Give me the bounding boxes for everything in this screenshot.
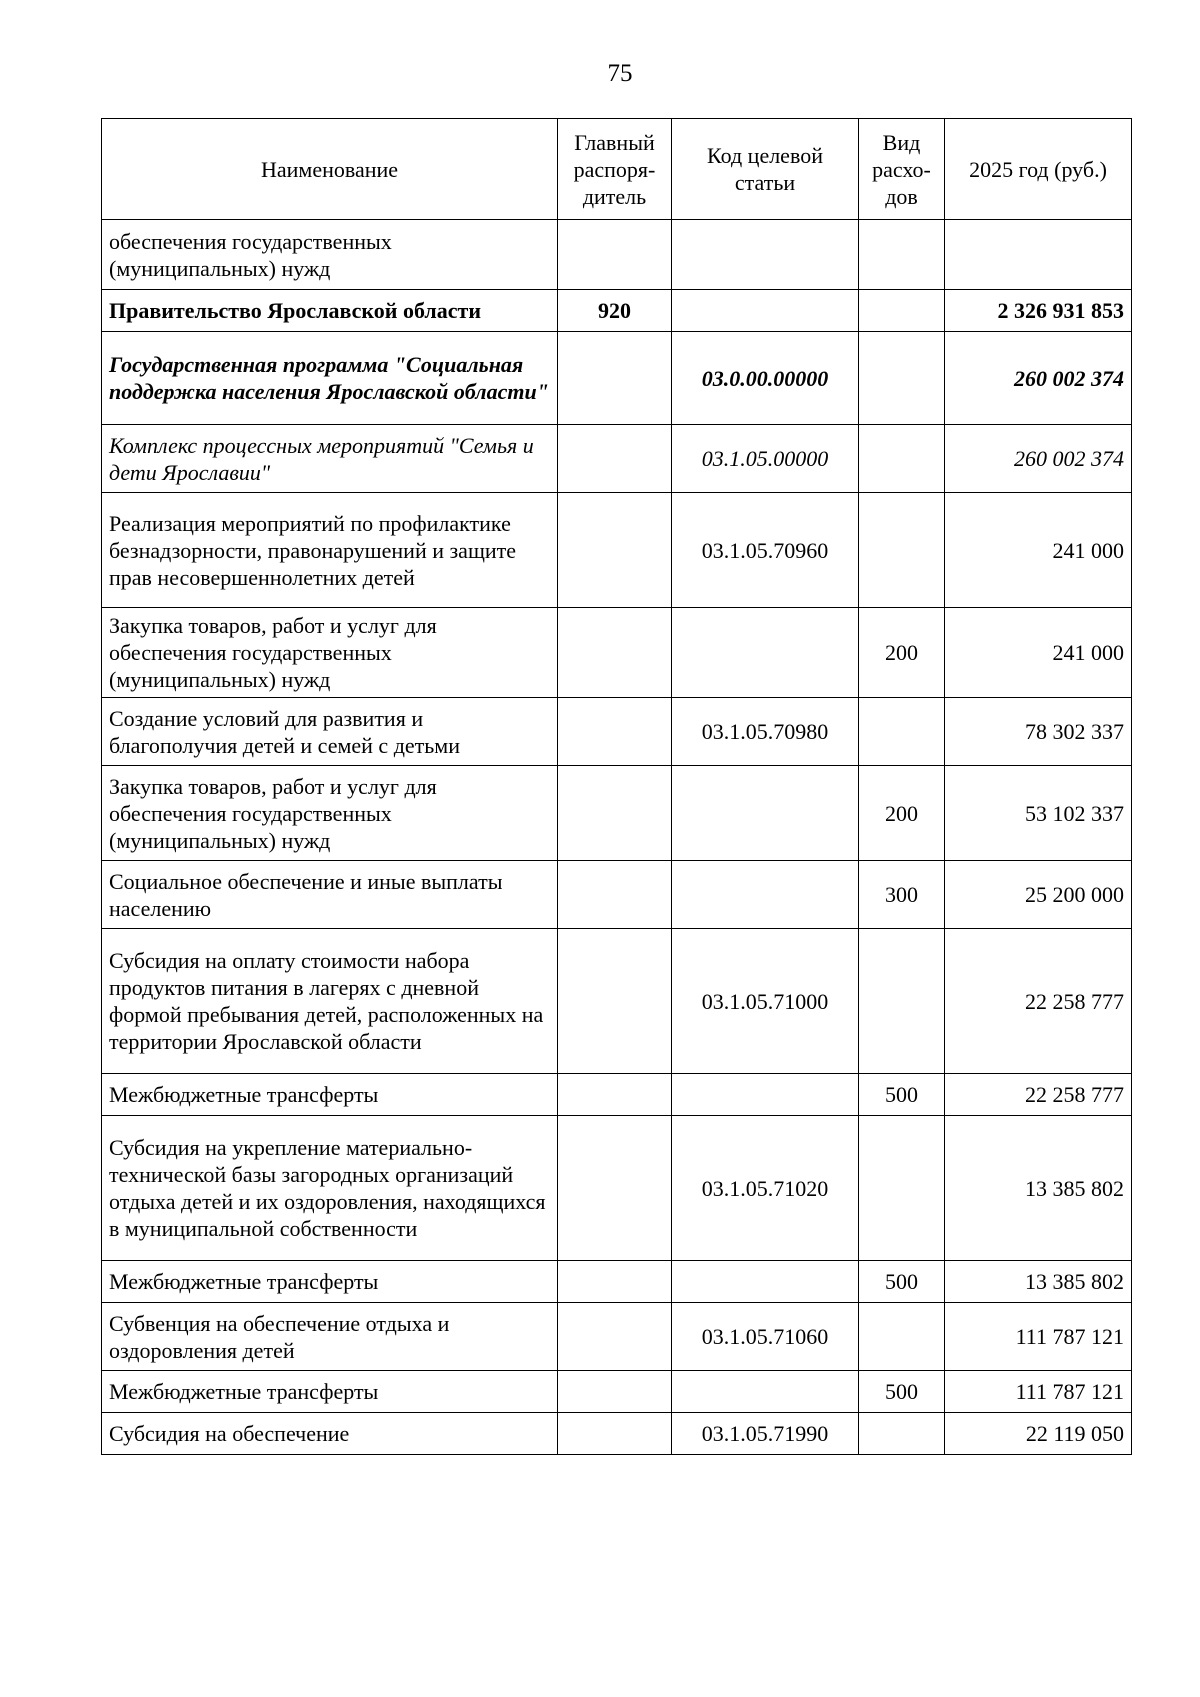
cell-manager <box>558 1371 672 1413</box>
cell-code <box>672 1074 859 1116</box>
cell-name: Правительство Ярославской области <box>102 290 558 332</box>
cell-code: 03.1.05.71060 <box>672 1303 859 1371</box>
page-number: 75 <box>607 60 633 87</box>
cell-manager: 920 <box>558 290 672 332</box>
cell-code <box>672 1371 859 1413</box>
cell-manager <box>558 220 672 290</box>
cell-manager <box>558 332 672 425</box>
table-row <box>102 1413 1132 1455</box>
cell-type: 500 <box>859 1261 945 1303</box>
cell-type <box>859 1116 945 1261</box>
header-type: Вид расхо-дов <box>859 119 945 220</box>
cell-code: 03.1.05.71000 <box>672 929 859 1074</box>
table-row <box>102 425 1132 493</box>
cell-name: Межбюджетные трансферты <box>102 1074 558 1116</box>
cell-name: Субсидия на обеспечение <box>102 1413 558 1455</box>
cell-amount: 2 326 931 853 <box>945 290 1132 332</box>
table-row <box>102 1261 1132 1303</box>
cell-manager <box>558 1303 672 1371</box>
cell-name: Субсидия на оплату стоимости набора продуктов питания в лагерях с дневной формой пребывания детей, расположенных на территории Ярославской области <box>102 929 558 1074</box>
table-row <box>102 608 1132 698</box>
cell-amount: 22 258 777 <box>945 929 1132 1074</box>
cell-code <box>672 608 859 698</box>
cell-name: Реализация мероприятий по профилактике безнадзорности, правонарушений и защите прав несовершеннолетних детей <box>102 493 558 608</box>
table-row <box>102 766 1132 861</box>
table-row <box>102 861 1132 929</box>
cell-code <box>672 1261 859 1303</box>
cell-manager <box>558 766 672 861</box>
cell-name: Закупка товаров, работ и услуг для обеспечения государственных (муниципальных) нужд <box>102 766 558 861</box>
cell-type: 500 <box>859 1074 945 1116</box>
cell-amount: 78 302 337 <box>945 698 1132 766</box>
cell-type <box>859 290 945 332</box>
table-row <box>102 1074 1132 1116</box>
budget-table <box>101 118 1132 1455</box>
table-row <box>102 493 1132 608</box>
cell-amount: 260 002 374 <box>945 332 1132 425</box>
table-header-row <box>102 119 1132 220</box>
cell-amount: 111 787 121 <box>945 1303 1132 1371</box>
cell-manager <box>558 861 672 929</box>
cell-name: обеспечения государственных (муниципальных) нужд <box>102 220 558 290</box>
cell-amount: 241 000 <box>945 493 1132 608</box>
cell-code <box>672 290 859 332</box>
cell-name: Закупка товаров, работ и услуг для обеспечения государственных (муниципальных) нужд <box>102 608 558 698</box>
header-amount: 2025 год (руб.) <box>945 119 1132 220</box>
cell-manager <box>558 698 672 766</box>
table-row <box>102 1303 1132 1371</box>
cell-code <box>672 220 859 290</box>
cell-code: 03.1.05.70980 <box>672 698 859 766</box>
table-row <box>102 1371 1132 1413</box>
cell-type: 200 <box>859 608 945 698</box>
cell-manager <box>558 1413 672 1455</box>
header-name: Наименование <box>102 119 558 220</box>
cell-amount <box>945 220 1132 290</box>
cell-name: Комплекс процессных мероприятий "Семья и дети Ярославии" <box>102 425 558 493</box>
cell-type: 500 <box>859 1371 945 1413</box>
cell-amount: 13 385 802 <box>945 1261 1132 1303</box>
table-row <box>102 698 1132 766</box>
header-manager: Главный распоря-дитель <box>558 119 672 220</box>
cell-code: 03.1.05.71990 <box>672 1413 859 1455</box>
cell-manager <box>558 1261 672 1303</box>
table-row <box>102 290 1132 332</box>
cell-manager <box>558 425 672 493</box>
cell-name: Социальное обеспечение и иные выплаты населению <box>102 861 558 929</box>
cell-type <box>859 929 945 1074</box>
table-row <box>102 220 1132 290</box>
cell-amount: 53 102 337 <box>945 766 1132 861</box>
cell-amount: 241 000 <box>945 608 1132 698</box>
cell-name: Создание условий для развития и благополучия детей и семей с детьми <box>102 698 558 766</box>
cell-type <box>859 332 945 425</box>
cell-amount: 260 002 374 <box>945 425 1132 493</box>
cell-amount: 111 787 121 <box>945 1371 1132 1413</box>
cell-name: Субвенция на обеспечение отдыха и оздоровления детей <box>102 1303 558 1371</box>
cell-manager <box>558 493 672 608</box>
cell-amount: 13 385 802 <box>945 1116 1132 1261</box>
cell-code: 03.1.05.00000 <box>672 425 859 493</box>
cell-amount: 25 200 000 <box>945 861 1132 929</box>
cell-code: 03.1.05.70960 <box>672 493 859 608</box>
cell-name: Государственная программа "Социальная поддержка населения Ярославской области" <box>102 332 558 425</box>
header-code: Код целевой статьи <box>672 119 859 220</box>
cell-manager <box>558 1116 672 1261</box>
cell-amount: 22 119 050 <box>945 1413 1132 1455</box>
table-row <box>102 929 1132 1074</box>
cell-manager <box>558 608 672 698</box>
cell-type <box>859 493 945 608</box>
cell-code: 03.0.00.00000 <box>672 332 859 425</box>
cell-code: 03.1.05.71020 <box>672 1116 859 1261</box>
cell-amount: 22 258 777 <box>945 1074 1132 1116</box>
cell-code <box>672 861 859 929</box>
cell-manager <box>558 929 672 1074</box>
cell-type <box>859 1303 945 1371</box>
cell-type <box>859 698 945 766</box>
cell-name: Субсидия на укрепление материально-технической базы загородных организаций отдыха детей и их оздоровления, находящихся в муниципальной собственности <box>102 1116 558 1261</box>
cell-code <box>672 766 859 861</box>
table-row <box>102 332 1132 425</box>
cell-type <box>859 220 945 290</box>
cell-type: 300 <box>859 861 945 929</box>
cell-type <box>859 1413 945 1455</box>
cell-type <box>859 425 945 493</box>
cell-name: Межбюджетные трансферты <box>102 1371 558 1413</box>
table-row <box>102 1116 1132 1261</box>
cell-name: Межбюджетные трансферты <box>102 1261 558 1303</box>
cell-manager <box>558 1074 672 1116</box>
cell-type: 200 <box>859 766 945 861</box>
